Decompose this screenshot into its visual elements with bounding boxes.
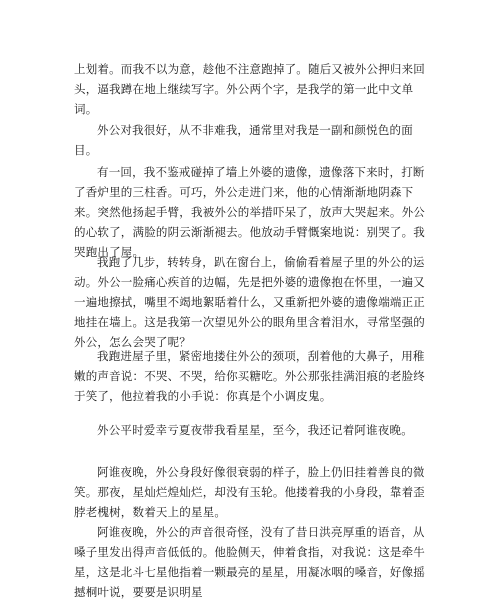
paragraph-5: 我跑进屋子里，紧密地搂住外公的颈项，刮着他的大鼻子，用稚嫩的声音说：不哭、不哭，给你买糖吃。外公那张挂满泪痕的老脸终于笑了，他拉着我的小手说：你真是个小调皮鬼。 xyxy=(74,349,425,403)
paragraph-1: 上划着。而我不以为意，趁他不注意跑掉了。随后又被外公押归来回头，逼我蹲在地上继续写字。外公两个字，是我学的第一此中文单词。 xyxy=(74,62,425,116)
paragraph-6: 外公平时爱幸亏夏夜带我看星星，至今，我还记着阿谁夜晚。 xyxy=(97,423,413,437)
paragraph-3: 有一回，我不鉴戒碰掉了墙上外婆的遗像，遗像落下来时，打断了香炉里的三柱香。可巧，外公走进门来，他的心情渐渐地阴森下来。突然他扬起手臂，我被外公的举措吓呆了，放声大哭起来。外公的心软了，满脸的阴云渐渐褪去。他放动手臂慨案地说：别哭了。我哭跑出了屋。 xyxy=(74,165,425,259)
paragraph-4: 我跑了几步，转转身，趴在窗台上，偷偷看着屋子里的外公的运动。外公一脸痛心疾首的边幅，先是把外婆的遗像抱在怀里，一遍又一遍地擦拭，嘴里不竭地絮聒着什么，又重新把外婆的遗像端端正正地挂在墙上。这是我第一次望见外公的眼角里含着泪水，寻常坚强的外公，怎么会哭了呢？ xyxy=(74,255,425,349)
paragraph-7: 阿谁夜晚，外公身段好像很衰弱的样子，脸上仍旧挂着善良的微笑。那夜，星灿烂煌灿烂，却没有玉轮。他搂着我的小身段，靠着歪脖老槐树，数着天上的星星。 xyxy=(74,465,425,519)
paragraph-2: 外公对我很好，从不非难我，通常里对我是一副和颜悦色的面目。 xyxy=(74,123,413,157)
paragraph-8: 阿谁夜晚，外公的声音很奇怪，没有了昔日洪亮厚重的语音，从嗓子里发出得声音低低的。他脸侧天，伸着食指，对我说：这是牵牛星，这是北斗七星他指着一颗最亮的星星，用凝冰咽的嗓音，好像摇撼桐叶说，要要是识明星 xyxy=(74,525,425,599)
